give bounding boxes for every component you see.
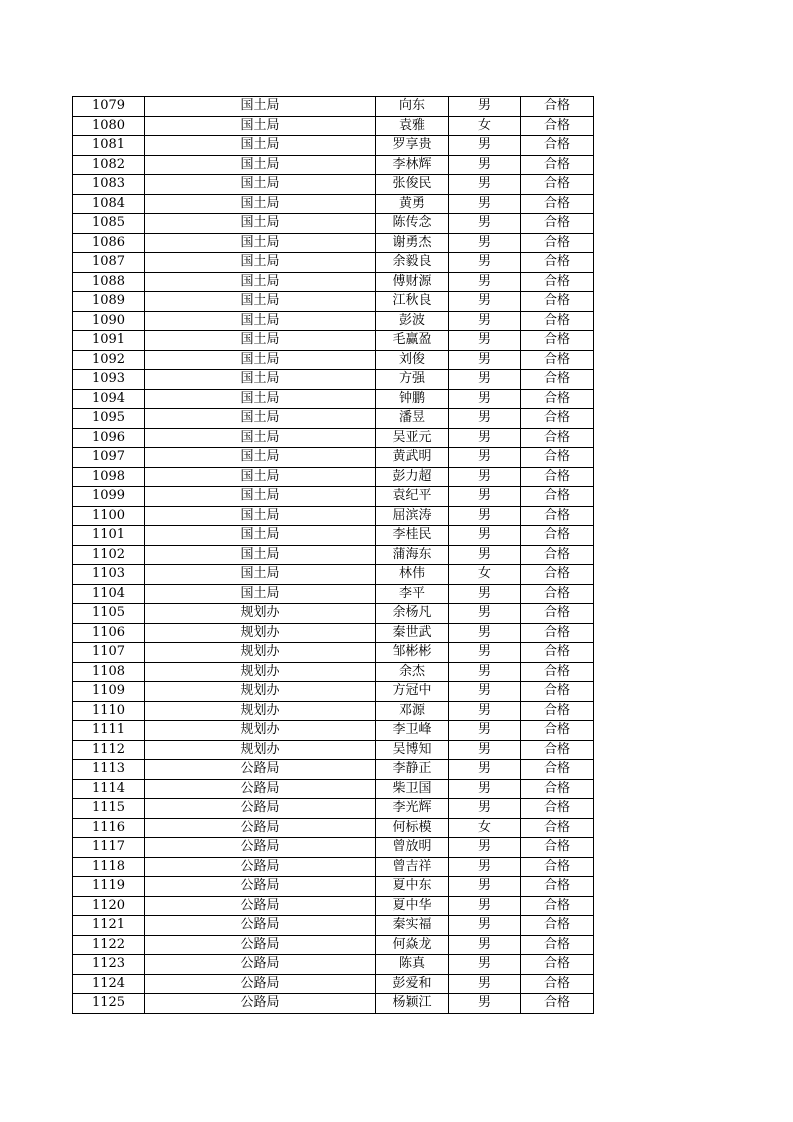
row-number-cell: 1085 <box>73 214 145 234</box>
result-cell: 合格 <box>521 428 594 448</box>
department-cell: 国土局 <box>145 350 376 370</box>
row-number-cell: 1124 <box>73 974 145 994</box>
gender-cell: 男 <box>449 838 521 858</box>
name-cell: 谢勇杰 <box>376 233 449 253</box>
gender-cell: 男 <box>449 467 521 487</box>
gender-cell: 女 <box>449 818 521 838</box>
gender-cell: 男 <box>449 623 521 643</box>
name-cell: 何标模 <box>376 818 449 838</box>
department-cell: 规划办 <box>145 623 376 643</box>
name-cell: 黄勇 <box>376 194 449 214</box>
table-row <box>73 740 594 760</box>
gender-cell: 男 <box>449 311 521 331</box>
name-cell: 彭力超 <box>376 467 449 487</box>
table-row <box>73 779 594 799</box>
gender-cell: 男 <box>449 721 521 741</box>
row-number-cell: 1096 <box>73 428 145 448</box>
department-cell: 公路局 <box>145 799 376 819</box>
department-cell: 规划办 <box>145 740 376 760</box>
name-cell: 何焱龙 <box>376 935 449 955</box>
gender-cell: 男 <box>449 662 521 682</box>
table-row <box>73 253 594 273</box>
result-cell: 合格 <box>521 175 594 195</box>
row-number-cell: 1113 <box>73 760 145 780</box>
gender-cell: 男 <box>449 136 521 156</box>
gender-cell: 男 <box>449 916 521 936</box>
name-cell: 屈滨涛 <box>376 506 449 526</box>
row-number-cell: 1088 <box>73 272 145 292</box>
result-cell: 合格 <box>521 214 594 234</box>
name-cell: 陈传念 <box>376 214 449 234</box>
gender-cell: 男 <box>449 974 521 994</box>
name-cell: 潘昱 <box>376 409 449 429</box>
name-cell: 邓源 <box>376 701 449 721</box>
result-cell: 合格 <box>521 292 594 312</box>
name-cell: 吴亚元 <box>376 428 449 448</box>
result-cell: 合格 <box>521 662 594 682</box>
department-cell: 国土局 <box>145 448 376 468</box>
department-cell: 规划办 <box>145 721 376 741</box>
table-row <box>73 584 594 604</box>
table-row <box>73 409 594 429</box>
result-cell: 合格 <box>521 857 594 877</box>
name-cell: 彭爱和 <box>376 974 449 994</box>
result-cell: 合格 <box>521 409 594 429</box>
name-cell: 陈真 <box>376 955 449 975</box>
department-cell: 公路局 <box>145 857 376 877</box>
name-cell: 夏中东 <box>376 877 449 897</box>
table-row <box>73 662 594 682</box>
row-number-cell: 1106 <box>73 623 145 643</box>
table-row <box>73 838 594 858</box>
department-cell: 国土局 <box>145 389 376 409</box>
table-row <box>73 994 594 1014</box>
gender-cell: 男 <box>449 955 521 975</box>
result-cell: 合格 <box>521 331 594 351</box>
result-cell: 合格 <box>521 799 594 819</box>
row-number-cell: 1089 <box>73 292 145 312</box>
gender-cell: 男 <box>449 545 521 565</box>
table-row <box>73 97 594 117</box>
gender-cell: 男 <box>449 389 521 409</box>
result-cell: 合格 <box>521 916 594 936</box>
table-row <box>73 857 594 877</box>
gender-cell: 男 <box>449 97 521 117</box>
department-cell: 国土局 <box>145 584 376 604</box>
result-cell: 合格 <box>521 272 594 292</box>
roster-table <box>72 96 594 1014</box>
result-cell: 合格 <box>521 896 594 916</box>
result-cell: 合格 <box>521 838 594 858</box>
department-cell: 国土局 <box>145 506 376 526</box>
table-row <box>73 799 594 819</box>
name-cell: 张俊民 <box>376 175 449 195</box>
name-cell: 夏中华 <box>376 896 449 916</box>
gender-cell: 男 <box>449 994 521 1014</box>
department-cell: 规划办 <box>145 643 376 663</box>
table-row <box>73 916 594 936</box>
table-row <box>73 526 594 546</box>
name-cell: 彭波 <box>376 311 449 331</box>
table-row <box>73 136 594 156</box>
gender-cell: 男 <box>449 448 521 468</box>
name-cell: 李桂民 <box>376 526 449 546</box>
result-cell: 合格 <box>521 565 594 585</box>
row-number-cell: 1098 <box>73 467 145 487</box>
department-cell: 公路局 <box>145 760 376 780</box>
row-number-cell: 1123 <box>73 955 145 975</box>
row-number-cell: 1121 <box>73 916 145 936</box>
name-cell: 方冠中 <box>376 682 449 702</box>
row-number-cell: 1087 <box>73 253 145 273</box>
name-cell: 李卫峰 <box>376 721 449 741</box>
table-row <box>73 233 594 253</box>
name-cell: 秦实福 <box>376 916 449 936</box>
result-cell: 合格 <box>521 604 594 624</box>
department-cell: 公路局 <box>145 994 376 1014</box>
table-row <box>73 194 594 214</box>
row-number-cell: 1100 <box>73 506 145 526</box>
department-cell: 公路局 <box>145 779 376 799</box>
name-cell: 袁纪平 <box>376 487 449 507</box>
row-number-cell: 1080 <box>73 116 145 136</box>
table-row <box>73 604 594 624</box>
gender-cell: 男 <box>449 506 521 526</box>
name-cell: 毛赢盈 <box>376 331 449 351</box>
gender-cell: 男 <box>449 760 521 780</box>
result-cell: 合格 <box>521 350 594 370</box>
gender-cell: 男 <box>449 370 521 390</box>
gender-cell: 男 <box>449 214 521 234</box>
result-cell: 合格 <box>521 311 594 331</box>
gender-cell: 男 <box>449 175 521 195</box>
result-cell: 合格 <box>521 370 594 390</box>
name-cell: 李静正 <box>376 760 449 780</box>
department-cell: 公路局 <box>145 896 376 916</box>
row-number-cell: 1090 <box>73 311 145 331</box>
row-number-cell: 1117 <box>73 838 145 858</box>
name-cell: 刘俊 <box>376 350 449 370</box>
result-cell: 合格 <box>521 136 594 156</box>
gender-cell: 男 <box>449 331 521 351</box>
row-number-cell: 1102 <box>73 545 145 565</box>
department-cell: 国土局 <box>145 97 376 117</box>
gender-cell: 男 <box>449 877 521 897</box>
name-cell: 李平 <box>376 584 449 604</box>
row-number-cell: 1103 <box>73 565 145 585</box>
result-cell: 合格 <box>521 97 594 117</box>
row-number-cell: 1099 <box>73 487 145 507</box>
name-cell: 钟鹏 <box>376 389 449 409</box>
result-cell: 合格 <box>521 760 594 780</box>
table-row <box>73 292 594 312</box>
gender-cell: 男 <box>449 526 521 546</box>
result-cell: 合格 <box>521 116 594 136</box>
table-row <box>73 116 594 136</box>
name-cell: 林伟 <box>376 565 449 585</box>
table-row <box>73 623 594 643</box>
department-cell: 国土局 <box>145 233 376 253</box>
row-number-cell: 1105 <box>73 604 145 624</box>
table-row <box>73 331 594 351</box>
table-row <box>73 350 594 370</box>
row-number-cell: 1107 <box>73 643 145 663</box>
row-number-cell: 1095 <box>73 409 145 429</box>
gender-cell: 男 <box>449 350 521 370</box>
table-row <box>73 370 594 390</box>
table-row <box>73 955 594 975</box>
gender-cell: 男 <box>449 292 521 312</box>
department-cell: 规划办 <box>145 662 376 682</box>
department-cell: 国土局 <box>145 487 376 507</box>
gender-cell: 男 <box>449 194 521 214</box>
result-cell: 合格 <box>521 935 594 955</box>
table-row <box>73 389 594 409</box>
table-row <box>73 565 594 585</box>
department-cell: 国土局 <box>145 292 376 312</box>
gender-cell: 男 <box>449 604 521 624</box>
name-cell: 罗享贵 <box>376 136 449 156</box>
row-number-cell: 1110 <box>73 701 145 721</box>
row-number-cell: 1119 <box>73 877 145 897</box>
gender-cell: 男 <box>449 740 521 760</box>
gender-cell: 男 <box>449 584 521 604</box>
department-cell: 公路局 <box>145 916 376 936</box>
table-row <box>73 506 594 526</box>
gender-cell: 男 <box>449 857 521 877</box>
name-cell: 黄武明 <box>376 448 449 468</box>
result-cell: 合格 <box>521 584 594 604</box>
department-cell: 国土局 <box>145 253 376 273</box>
department-cell: 国土局 <box>145 214 376 234</box>
result-cell: 合格 <box>521 526 594 546</box>
table-row <box>73 272 594 292</box>
result-cell: 合格 <box>521 955 594 975</box>
row-number-cell: 1094 <box>73 389 145 409</box>
result-cell: 合格 <box>521 253 594 273</box>
table-row <box>73 974 594 994</box>
row-number-cell: 1084 <box>73 194 145 214</box>
table-row <box>73 682 594 702</box>
name-cell: 李光辉 <box>376 799 449 819</box>
row-number-cell: 1108 <box>73 662 145 682</box>
department-cell: 公路局 <box>145 955 376 975</box>
department-cell: 国土局 <box>145 545 376 565</box>
department-cell: 公路局 <box>145 818 376 838</box>
table-row <box>73 487 594 507</box>
row-number-cell: 1083 <box>73 175 145 195</box>
row-number-cell: 1115 <box>73 799 145 819</box>
gender-cell: 女 <box>449 565 521 585</box>
table-row <box>73 175 594 195</box>
gender-cell: 男 <box>449 428 521 448</box>
name-cell: 杨颖江 <box>376 994 449 1014</box>
name-cell: 袁雅 <box>376 116 449 136</box>
name-cell: 江秋良 <box>376 292 449 312</box>
gender-cell: 男 <box>449 272 521 292</box>
result-cell: 合格 <box>521 545 594 565</box>
result-cell: 合格 <box>521 389 594 409</box>
row-number-cell: 1116 <box>73 818 145 838</box>
result-cell: 合格 <box>521 155 594 175</box>
result-cell: 合格 <box>521 682 594 702</box>
gender-cell: 男 <box>449 896 521 916</box>
row-number-cell: 1086 <box>73 233 145 253</box>
row-number-cell: 1120 <box>73 896 145 916</box>
table-row <box>73 545 594 565</box>
result-cell: 合格 <box>521 487 594 507</box>
row-number-cell: 1081 <box>73 136 145 156</box>
result-cell: 合格 <box>521 467 594 487</box>
department-cell: 国土局 <box>145 175 376 195</box>
name-cell: 曾吉祥 <box>376 857 449 877</box>
row-number-cell: 1101 <box>73 526 145 546</box>
table-row <box>73 721 594 741</box>
row-number-cell: 1093 <box>73 370 145 390</box>
table-row <box>73 448 594 468</box>
name-cell: 蒲海东 <box>376 545 449 565</box>
row-number-cell: 1122 <box>73 935 145 955</box>
gender-cell: 男 <box>449 935 521 955</box>
table-row <box>73 643 594 663</box>
name-cell: 吴博知 <box>376 740 449 760</box>
department-cell: 国土局 <box>145 331 376 351</box>
row-number-cell: 1118 <box>73 857 145 877</box>
name-cell: 柴卫国 <box>376 779 449 799</box>
name-cell: 邹彬彬 <box>376 643 449 663</box>
name-cell: 方强 <box>376 370 449 390</box>
row-number-cell: 1125 <box>73 994 145 1014</box>
row-number-cell: 1097 <box>73 448 145 468</box>
table-row <box>73 214 594 234</box>
gender-cell: 男 <box>449 409 521 429</box>
gender-cell: 男 <box>449 253 521 273</box>
result-cell: 合格 <box>521 643 594 663</box>
department-cell: 国土局 <box>145 136 376 156</box>
result-cell: 合格 <box>521 779 594 799</box>
table-row <box>73 935 594 955</box>
table-row <box>73 760 594 780</box>
result-cell: 合格 <box>521 721 594 741</box>
name-cell: 傅财源 <box>376 272 449 292</box>
row-number-cell: 1112 <box>73 740 145 760</box>
table-row <box>73 428 594 448</box>
department-cell: 国土局 <box>145 526 376 546</box>
table-row <box>73 896 594 916</box>
department-cell: 规划办 <box>145 604 376 624</box>
table-row <box>73 877 594 897</box>
result-cell: 合格 <box>521 877 594 897</box>
result-cell: 合格 <box>521 740 594 760</box>
result-cell: 合格 <box>521 994 594 1014</box>
department-cell: 规划办 <box>145 682 376 702</box>
result-cell: 合格 <box>521 194 594 214</box>
row-number-cell: 1079 <box>73 97 145 117</box>
department-cell: 公路局 <box>145 935 376 955</box>
department-cell: 国土局 <box>145 370 376 390</box>
gender-cell: 男 <box>449 779 521 799</box>
department-cell: 公路局 <box>145 838 376 858</box>
roster-body <box>73 97 594 1014</box>
department-cell: 公路局 <box>145 877 376 897</box>
gender-cell: 男 <box>449 233 521 253</box>
row-number-cell: 1082 <box>73 155 145 175</box>
name-cell: 曾放明 <box>376 838 449 858</box>
gender-cell: 男 <box>449 682 521 702</box>
department-cell: 国土局 <box>145 409 376 429</box>
department-cell: 国土局 <box>145 272 376 292</box>
result-cell: 合格 <box>521 818 594 838</box>
row-number-cell: 1091 <box>73 331 145 351</box>
table-row <box>73 467 594 487</box>
table-row <box>73 311 594 331</box>
name-cell: 余杰 <box>376 662 449 682</box>
table-row <box>73 155 594 175</box>
row-number-cell: 1114 <box>73 779 145 799</box>
department-cell: 国土局 <box>145 467 376 487</box>
name-cell: 向东 <box>376 97 449 117</box>
gender-cell: 男 <box>449 799 521 819</box>
department-cell: 国土局 <box>145 565 376 585</box>
department-cell: 国土局 <box>145 428 376 448</box>
gender-cell: 男 <box>449 155 521 175</box>
name-cell: 李林辉 <box>376 155 449 175</box>
department-cell: 规划办 <box>145 701 376 721</box>
name-cell: 秦世武 <box>376 623 449 643</box>
gender-cell: 男 <box>449 487 521 507</box>
result-cell: 合格 <box>521 448 594 468</box>
result-cell: 合格 <box>521 233 594 253</box>
result-cell: 合格 <box>521 974 594 994</box>
result-cell: 合格 <box>521 623 594 643</box>
table-row <box>73 701 594 721</box>
result-cell: 合格 <box>521 506 594 526</box>
department-cell: 国土局 <box>145 116 376 136</box>
department-cell: 国土局 <box>145 155 376 175</box>
row-number-cell: 1109 <box>73 682 145 702</box>
row-number-cell: 1104 <box>73 584 145 604</box>
department-cell: 国土局 <box>145 194 376 214</box>
row-number-cell: 1111 <box>73 721 145 741</box>
gender-cell: 男 <box>449 643 521 663</box>
table-row <box>73 818 594 838</box>
department-cell: 国土局 <box>145 311 376 331</box>
result-cell: 合格 <box>521 701 594 721</box>
row-number-cell: 1092 <box>73 350 145 370</box>
name-cell: 余杨凡 <box>376 604 449 624</box>
department-cell: 公路局 <box>145 974 376 994</box>
gender-cell: 男 <box>449 701 521 721</box>
name-cell: 余毅良 <box>376 253 449 273</box>
gender-cell: 女 <box>449 116 521 136</box>
